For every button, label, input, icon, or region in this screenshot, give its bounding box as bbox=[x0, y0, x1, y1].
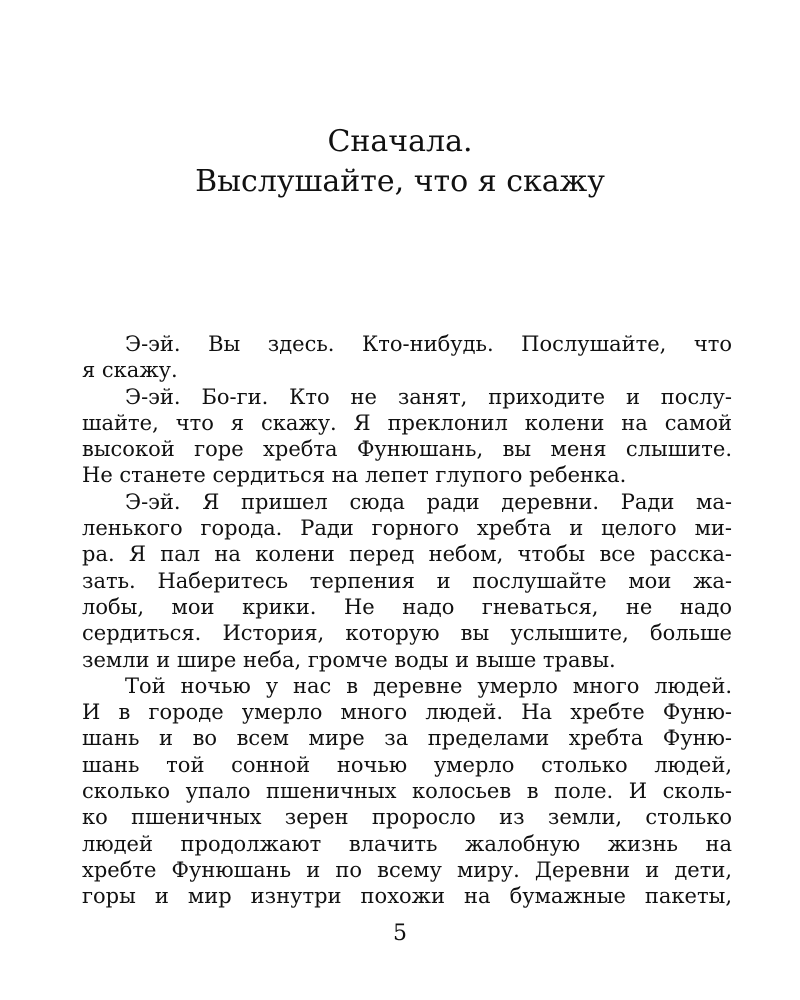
text-line: сколько упало пшеничных колосьев в поле. И сколь- bbox=[82, 779, 732, 804]
text-line: шань и во всем мире за пределами хребта Фуню- bbox=[82, 726, 732, 751]
text-line: Э-эй. Я пришел сюда ради деревни. Ради ма- bbox=[125, 489, 732, 514]
paragraph bbox=[82, 673, 732, 910]
text-line: людей продолжают влачить жалобную жизнь на bbox=[82, 831, 732, 856]
paragraph bbox=[82, 489, 732, 673]
text-line: горы и мир изнутри похожи на бумажные пакеты, bbox=[82, 884, 732, 909]
chapter-heading bbox=[0, 122, 800, 202]
text-line: зать. Наберитесь терпения и послушайте мои жа- bbox=[82, 568, 732, 593]
text-line: шайте, что я скажу. Я преклонил колени на самой bbox=[82, 410, 732, 435]
text-line: ра. Я пал на колени перед небом, чтобы все расска- bbox=[82, 542, 732, 567]
text-line: И в городе умерло много людей. На хребте Фуню- bbox=[82, 700, 732, 725]
text-line: высокой горе хребта Фунюшань, вы меня слышите. bbox=[82, 437, 732, 462]
text-line: Той ночью у нас в деревне умерло много людей. bbox=[125, 673, 732, 698]
text-line: ленького города. Ради горного хребта и целого ми- bbox=[82, 516, 732, 541]
page-number: 5 bbox=[393, 921, 407, 946]
text-line: лобы, мои крики. Не надо гневаться, не надо bbox=[82, 594, 732, 619]
paragraph bbox=[82, 331, 732, 384]
text-line: шань той сонной ночью умерло столько людей, bbox=[82, 752, 732, 777]
chapter-heading-line-2: Выслушайте, что я скажу bbox=[195, 164, 605, 199]
text-line: Э-эй. Вы здесь. Кто-нибудь. Послушайте, что bbox=[125, 332, 732, 356]
text-line: сердиться. История, которую вы услышите, больше bbox=[82, 621, 732, 646]
text-line: я скажу. bbox=[82, 358, 178, 383]
text-line: Э-эй. Бо-ги. Кто не занят, приходите и послу- bbox=[125, 384, 732, 409]
text-line: хребте Фунюшань и по всему миру. Деревни и дети, bbox=[82, 857, 732, 882]
body-text bbox=[82, 331, 732, 910]
text-line: ко пшеничных зерен проросло из земли, столько bbox=[82, 805, 732, 830]
chapter-heading-line-1: Сначала. bbox=[327, 124, 473, 159]
text-line: Не станете сердиться на лепет глупого ребенка. bbox=[82, 463, 627, 488]
text-line: земли и шире неба, громче воды и выше травы. bbox=[82, 647, 616, 672]
paragraph bbox=[82, 384, 732, 489]
